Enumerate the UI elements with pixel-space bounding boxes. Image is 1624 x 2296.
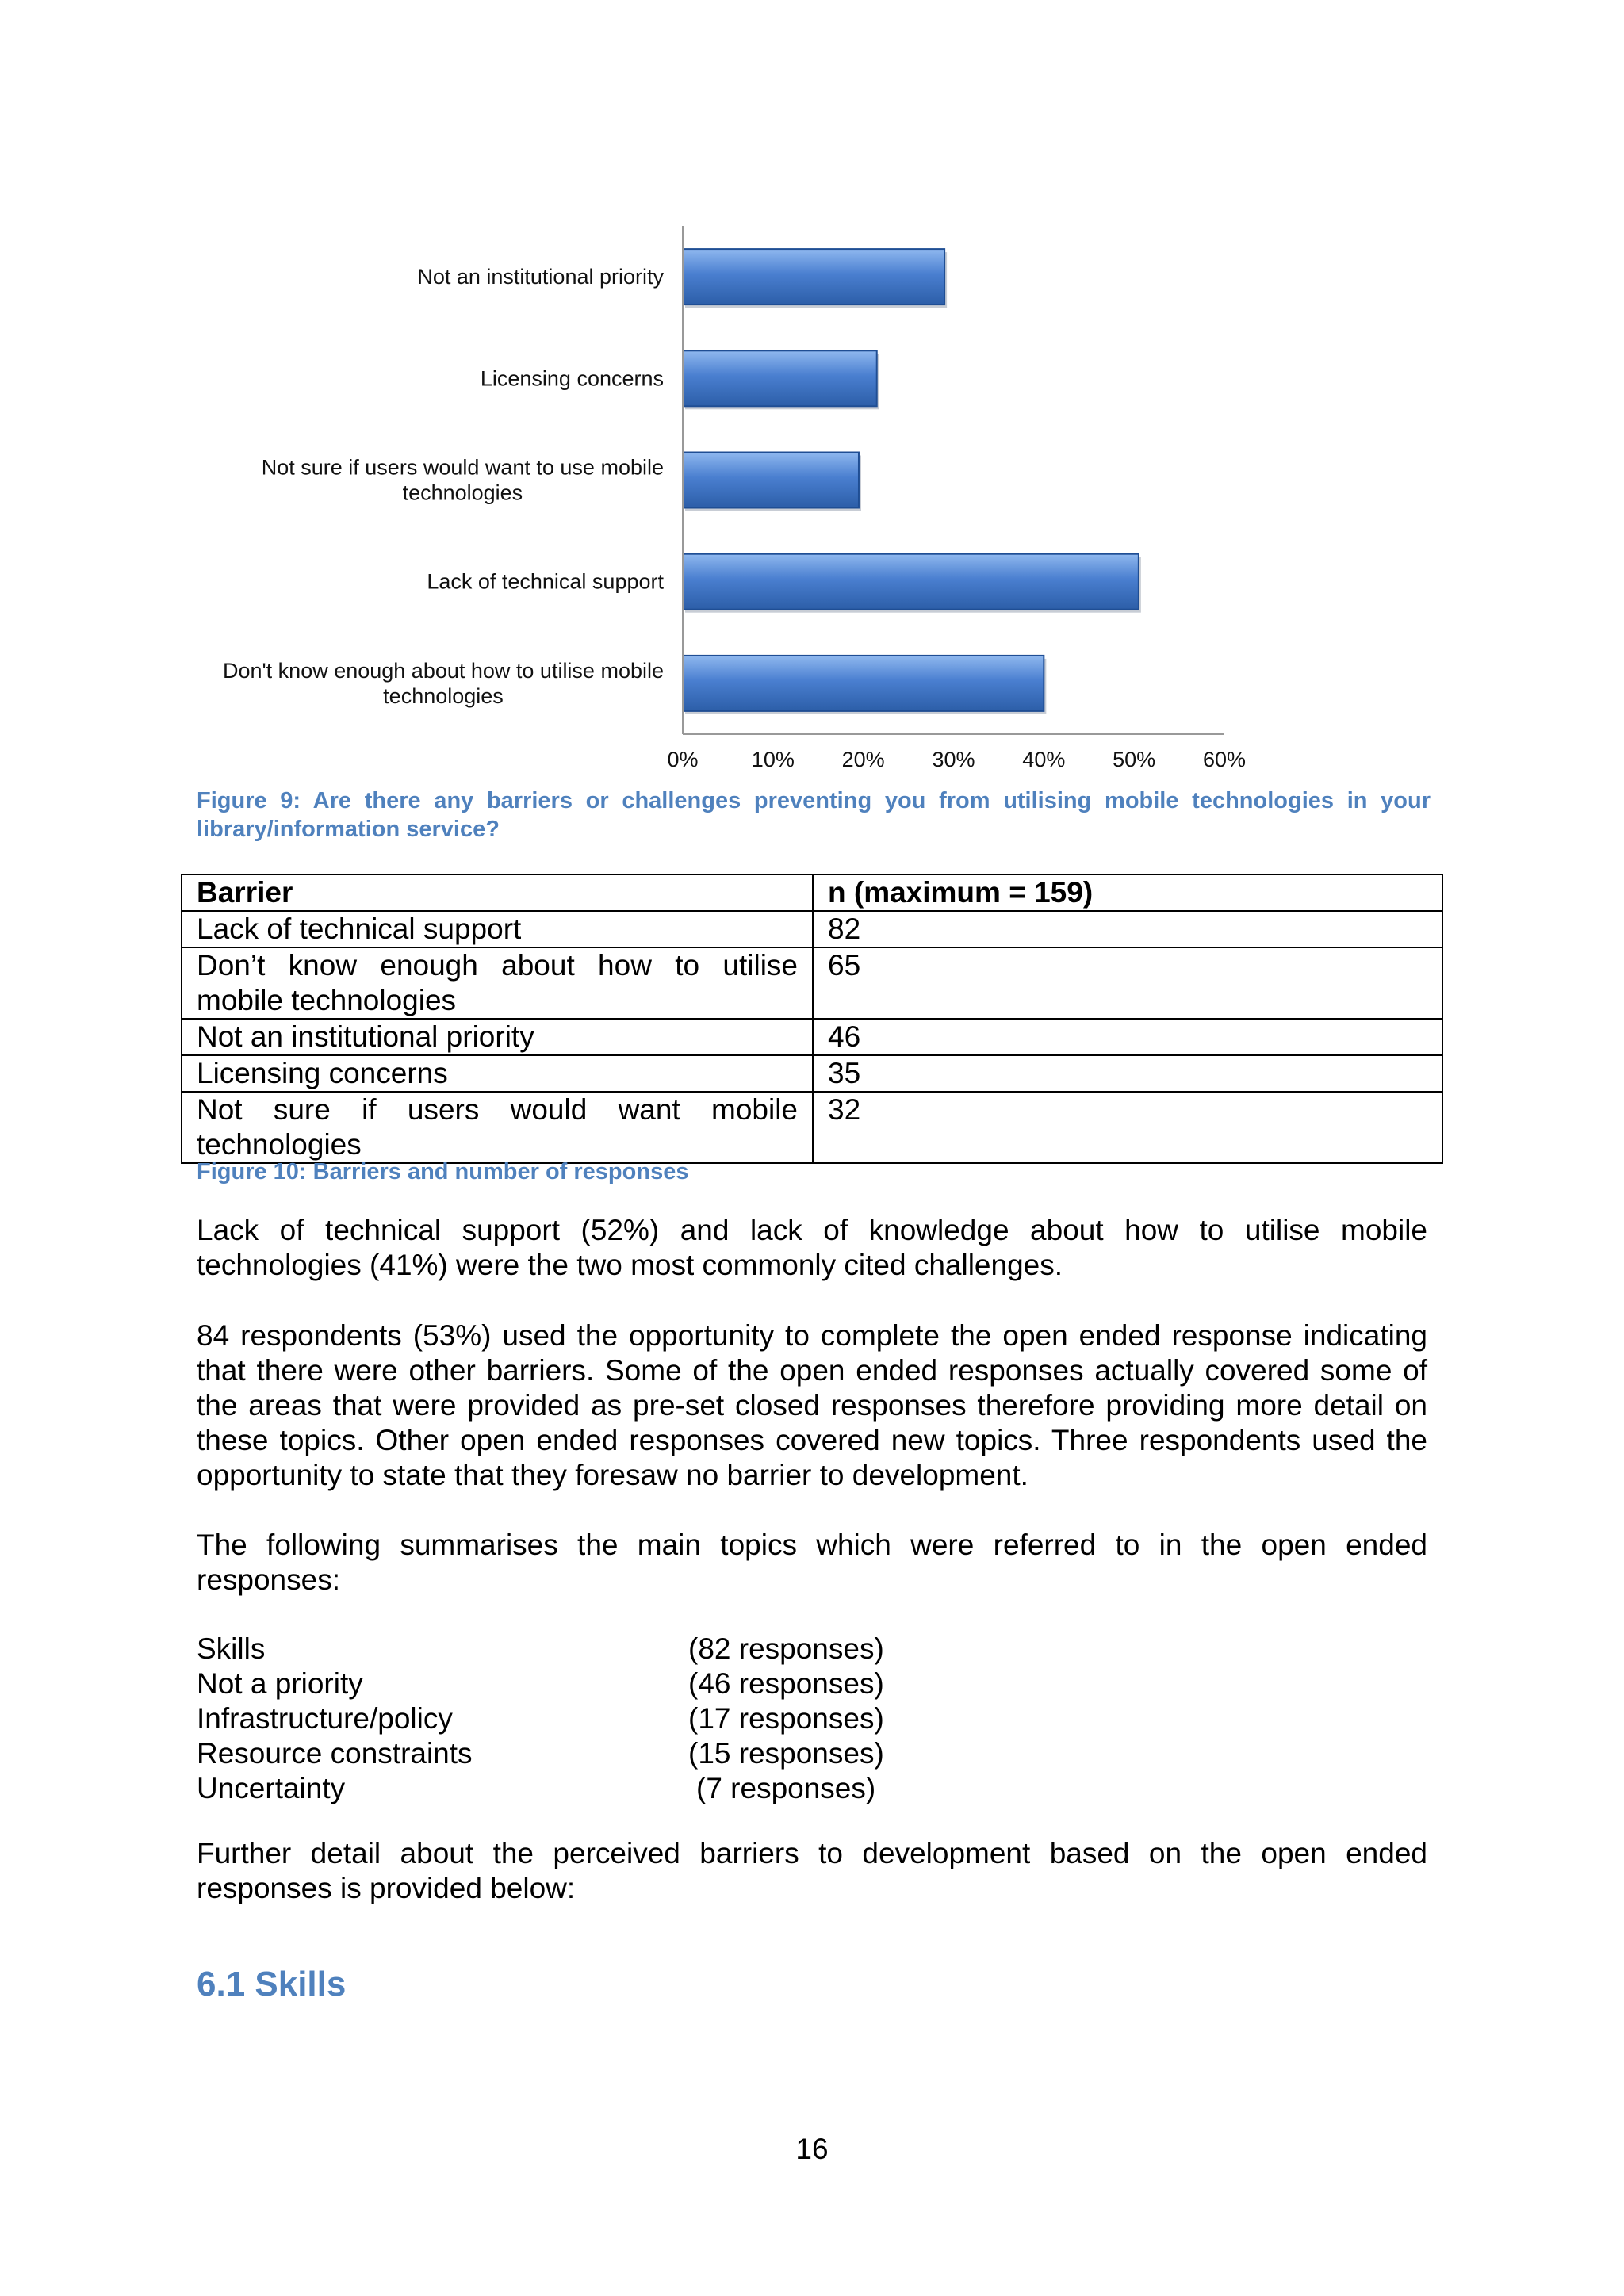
bar bbox=[683, 554, 1139, 610]
figure-10-caption: Figure 10: Barriers and number of responses bbox=[197, 1159, 689, 1184]
topic-name: Uncertainty bbox=[197, 1772, 346, 1804]
topic-name: Not a priority bbox=[197, 1667, 363, 1700]
page-number: 16 bbox=[795, 2133, 829, 2165]
table-cell-count: 82 bbox=[813, 911, 1442, 947]
topic-count: (82 responses) bbox=[688, 1632, 884, 1665]
x-tick-label: 30% bbox=[932, 748, 975, 771]
x-tick-label: 10% bbox=[751, 748, 795, 771]
figure-9-caption: Figure 9: Are there any barriers or challenges preventing you from utilising mobile technologies in your library/information service? bbox=[197, 788, 1431, 842]
bar bbox=[683, 350, 877, 406]
chart-category-labels bbox=[223, 265, 665, 708]
list-item bbox=[197, 1736, 1069, 1771]
category-label: Not an institutional priority bbox=[417, 265, 664, 289]
topic-name: Resource constraints bbox=[197, 1737, 473, 1770]
barriers-table bbox=[181, 874, 1443, 1164]
paragraph-open-ended: 84 respondents (53%) used the opportunity to complete the open ended response indicating that there were other barriers. Some of the open ended responses actually covered some of the areas that were provided as pre-set closed responses therefore providing more detail on these topics. Other open ended responses covered new topics. Three respondents used the opportunity to state that they foresaw no barrier to development. bbox=[197, 1319, 1427, 1491]
paragraph-summary-intro: The following summarises the main topics which were referred to in the open ended responses: bbox=[197, 1529, 1427, 1596]
chart-bars bbox=[683, 249, 1141, 714]
x-tick-label: 60% bbox=[1202, 748, 1247, 771]
table-header-row bbox=[182, 874, 1442, 911]
topic-count: (7 responses) bbox=[696, 1772, 876, 1804]
table-cell-barrier: Don’t know enough about how to utilise mobile technologies bbox=[182, 947, 813, 1019]
table-cell-count: 35 bbox=[813, 1055, 1442, 1092]
chart-x-tick-labels bbox=[667, 748, 1246, 771]
bar bbox=[683, 249, 944, 304]
table-row bbox=[182, 1092, 1442, 1163]
list-item bbox=[197, 1632, 1069, 1667]
table-header-count: n (maximum = 159) bbox=[813, 874, 1442, 911]
table-row bbox=[182, 947, 1442, 1019]
category-label-line: Not sure if users would want to use mobile bbox=[261, 455, 664, 480]
category-label bbox=[262, 456, 664, 505]
category-label-line: technologies bbox=[383, 683, 504, 708]
barriers-bar-chart bbox=[0, 0, 1624, 777]
table-cell-barrier: Licensing concerns bbox=[182, 1055, 813, 1092]
x-tick-label: 50% bbox=[1113, 748, 1156, 771]
list-item bbox=[197, 1701, 1069, 1736]
table-row bbox=[182, 1019, 1442, 1055]
table-cell-barrier: Not an institutional priority bbox=[182, 1019, 813, 1055]
x-tick-label: 40% bbox=[1022, 748, 1066, 771]
x-tick-label: 20% bbox=[841, 748, 885, 771]
paragraph-further-detail: Further detail about the perceived barriers to development based on the open ended responses is provided below: bbox=[197, 1837, 1427, 1904]
section-heading: 6.1 Skills bbox=[197, 1965, 347, 2003]
topic-count: (15 responses) bbox=[688, 1737, 884, 1770]
category-label bbox=[223, 659, 664, 708]
list-item bbox=[197, 1771, 1069, 1806]
table-cell-barrier: Lack of technical support bbox=[182, 911, 813, 947]
table-header-barrier: Barrier bbox=[182, 874, 813, 911]
paragraph-challenges: Lack of technical support (52%) and lack of knowledge about how to utilise mobile technologies (41%) were the two most commonly cited challenges. bbox=[197, 1214, 1427, 1281]
table-cell-count: 65 bbox=[813, 947, 1442, 1019]
x-tick-label: 0% bbox=[667, 748, 699, 771]
category-label: Lack of technical support bbox=[427, 569, 664, 594]
topic-count: (17 responses) bbox=[688, 1702, 884, 1735]
topic-name: Skills bbox=[197, 1632, 266, 1665]
table-cell-barrier: Not sure if users would want mobile technologies bbox=[182, 1092, 813, 1163]
table-row bbox=[182, 911, 1442, 947]
topics-list bbox=[197, 1632, 1069, 1806]
bar bbox=[683, 453, 859, 508]
table-row bbox=[182, 1055, 1442, 1092]
topic-name: Infrastructure/policy bbox=[197, 1702, 453, 1735]
list-item bbox=[197, 1667, 1069, 1701]
category-label: Licensing concerns bbox=[480, 366, 664, 391]
topic-count: (46 responses) bbox=[688, 1667, 884, 1700]
table-cell-count: 32 bbox=[813, 1092, 1442, 1163]
category-label-line: technologies bbox=[402, 480, 523, 505]
table-cell-count: 46 bbox=[813, 1019, 1442, 1055]
category-label-line: Don't know enough about how to utilise mobile bbox=[222, 658, 664, 683]
bar bbox=[683, 656, 1044, 711]
